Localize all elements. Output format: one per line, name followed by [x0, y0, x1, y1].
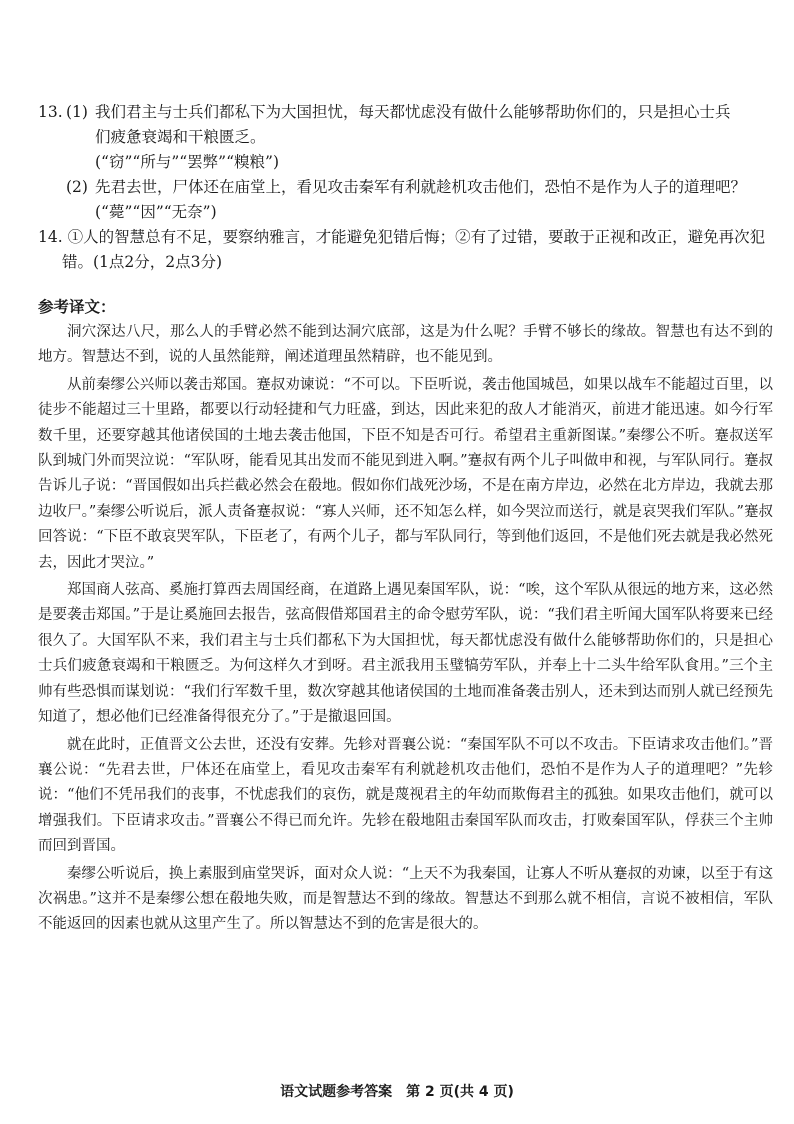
- translation-paragraph: 从前秦缪公兴师以袭击郑国。蹇叔劝谏说：“不可以。下臣听说，袭击他国城邑，如果以战车不能超过百里，以徒步不能超过三十里路，都要以行动轻捷和气力旺盛，到达，因此来犯的敌人才能消灭，前进才能迅速。如今行军数千里，还要穿越其他诸侯国的土地去袭击他国，下臣不知是否可行。希望君主重新图谋。”秦缪公不听。蹇叔送军队到城门外而哭泣说：“军队呀，能看见其出发而不能见到进入啊。”蹇叔有两个儿子叫做申和视，与军队同行。蹇叔告诉儿子说：“晋国假如出兵拦截必然会在殽地。假如你们战死沙场，不是在南方岸边，必然在北方岸边，我就去那边收尸。”秦缪公听说后，派人责备蹇叔说：“寡人兴师，还不知怎么样，如今哭泣而送行，就是哀哭我们军队。”蹇叔回答说：“下臣不敢哀哭军队，下臣老了，有两个儿子，都与军队同行，等到他们返回，不是他们死去就是我必然死去，因此才哭泣。”: [38, 376, 773, 571]
- translation-paragraph: 洞穴深达八尺，那么人的手臂必然不能到达洞穴底部，这是为什么呢？手臂不够长的缘故。智慧也有达不到的地方。智慧达不到，说的人虽然能辩，阐述道理虽然精辟，也不能见到。: [38, 324, 773, 366]
- part-1-keywords: (“窃”“所与”“罢弊”“糗粮”): [95, 153, 279, 171]
- part-1-line-1: 我们君主与士兵们都私下为大国担忧，每天都忧虑没有做什么能够帮助你们的，只是担心士兵: [95, 103, 731, 121]
- question-13-number: 13.: [38, 103, 63, 121]
- answer-section: [38, 100, 773, 275]
- question-13: [38, 100, 773, 225]
- part-2-label: (2): [66, 178, 88, 196]
- page-footer: 语文试题参考答案 第 2 页(共 4 页): [280, 1084, 514, 1100]
- translation-body: [38, 320, 773, 940]
- question-13-part-2: [38, 175, 773, 200]
- part-1-line-2: 们疲惫衰竭和干粮匮乏。: [95, 128, 266, 146]
- translation-paragraph: 郑国商人弦高、奚施打算西去周国经商，在道路上遇见秦国军队，说：“唉，这个军队从很远的地方来，这必然是要袭击郑国。”于是让奚施回去报告，弦高假借郑国君主的命令慰劳军队，说：“我们君主听闻大国军队将要来已经很久了。大国军队不来，我们君主与士兵们都私下为大国担忧，每天都忧虑没有做什么能够帮助你们的，只是担心士兵们疲惫衰竭和干粮匮乏。为何这样久才到呀。君主派我用玉璧犒劳军队，并奉上十二头牛给军队食用。”三个主帅有些恐惧而谋划说：“我们行军数千里，数次穿越其他诸侯国的土地而准备袭击别人，还未到达而别人就已经预先知道了，想必他们已经准备得很充分了。”于是撤退回国。: [38, 582, 773, 726]
- part-1-label: (1): [66, 103, 88, 121]
- question-13-part-1: [38, 100, 773, 150]
- part-2-keywords: (“薨”“因”“无奈”): [95, 203, 217, 221]
- question-14: 14. ①人的智慧总有不足，要察纳雅言，才能避免犯错后悔；②有了过错，要敢于正视和改正，避免再次犯错。(1点2分，2点3分): [38, 228, 766, 271]
- part-2-line-1: 先君去世，尸体还在庙堂上，看见攻击秦军有利就趁机攻击他们，恐怕不是作为人子的道理吧？: [95, 178, 747, 196]
- translation-paragraph: 就在此时，正值晋文公去世，还没有安葬。先轸对晋襄公说：“秦国军队不可以不攻击。下臣请求攻击他们。”晋襄公说：“先君去世，尸体还在庙堂上，看见攻击秦军有利就趁机攻击他们，恐怕不是作为人子的道理吧？”先轸说：“他们不凭吊我们的丧事，不忧虑我们的哀伤，就是蔑视君主的年幼而欺侮君主的孤独。如果攻击他们，就可以增强我们。下臣请求攻击。”晋襄公不得已而允许。先轸在殽地阻击秦国军队而攻击，打败秦国军队，俘获三个主帅而回到晋国。: [38, 736, 773, 855]
- translation-title: 参考译文：: [38, 298, 116, 316]
- translation-paragraph: 秦缪公听说后，换上素服到庙堂哭诉，面对众人说：“上天不为我秦国，让寡人不听从蹇叔的劝谏，以至于有这次祸患。”这并不是秦缪公想在殽地失败，而是智慧达不到的缘故。智慧达不到那么就不相信，言说不被相信，军队不能返回的因素也就从这里产生了。所以智慧达不到的危害是很大的。: [38, 865, 773, 933]
